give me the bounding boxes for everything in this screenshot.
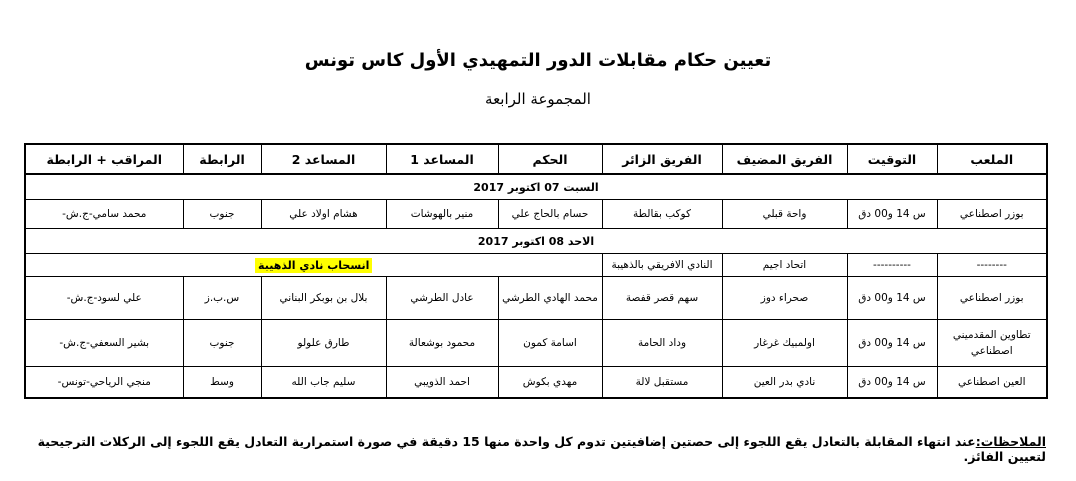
cell-assistant-2: طارق علولو: [261, 320, 386, 367]
withdrawal-cell: [25, 254, 602, 277]
cell-stadium: بوزر اصطناعي: [937, 200, 1047, 229]
header-league: الرابطة: [183, 144, 261, 174]
page-subtitle: المجموعة الرابعة: [485, 90, 591, 108]
table-row: [25, 277, 1047, 320]
referee-name: محمد الهادي الطرشي: [502, 292, 598, 304]
cell-assistant-1: منير بالهوشات: [386, 200, 498, 229]
cell-assistant-2: هشام اولاد علي: [261, 200, 386, 229]
header-home-team: الفريق المضيف: [722, 144, 847, 174]
header-away-team: الفريق الزائر: [602, 144, 722, 174]
cell-assistant-2: بلال بن بوبكر البناني: [261, 277, 386, 320]
cell-referee: اسامة كمون: [498, 320, 602, 367]
cell-home-team: واحة قبلي: [722, 200, 847, 229]
cell-stadium: العين اصطناعي: [937, 367, 1047, 399]
cell-assistant-1: عادل الطرشي: [386, 277, 498, 320]
cell-league: جنوب: [183, 320, 261, 367]
header-row: [25, 144, 1047, 174]
stadium-name: تطاوين المقدميني اصطناعي: [952, 329, 1031, 357]
date-cell: السبت 07 اكتوبر 2017: [25, 174, 1047, 200]
cell-time: س 14 و00 دق: [847, 367, 937, 399]
cell-assistant-1: محمود بوشعالة: [386, 320, 498, 367]
date-row: [25, 229, 1047, 254]
notes-label: الملاحظات:: [975, 434, 1046, 449]
cell-league: وسط: [183, 367, 261, 399]
schedule-table: [24, 143, 1048, 399]
cell-observer: منجي الرياحي-تونس-: [25, 367, 183, 399]
notes: [0, 434, 1046, 464]
cell-time: س 14 و00 دق: [847, 200, 937, 229]
header-stadium: الملعب: [937, 144, 1047, 174]
cell-away-team: سهم قصر قفصة: [602, 277, 722, 320]
header-assistant-2: المساعد 2: [261, 144, 386, 174]
cell-away-team: كوكب بقالطة: [602, 200, 722, 229]
cell-stadium: [937, 320, 1047, 367]
cell-league: جنوب: [183, 200, 261, 229]
date-cell: الاحد 08 اكتوبر 2017: [25, 229, 1047, 254]
page-title: تعيين حكام مقابلات الدور التمهيدي الأول كاس تونس: [304, 50, 772, 71]
notes-text: عند انتهاء المقابلة بالتعادل يقع اللجوء إلى حصتين إضافيتين تدوم كل واحدة منها 15 دقيقة في صورة استمرارية التعادل يقع اللجوء إلى الركلات الترجيحية لتعيين الفائز.: [37, 434, 1046, 464]
cell-referee: مهدي بكوش: [498, 367, 602, 399]
table-row: [25, 200, 1047, 229]
cell-observer: بشير السعفي-ج.ش-: [25, 320, 183, 367]
cell-stadium: بوزر اصطناعي: [937, 277, 1047, 320]
withdrawal-note: انسحاب نادي الذهيبة: [255, 258, 372, 273]
cell-time: س 14 و00 دق: [847, 320, 937, 367]
table-row: [25, 320, 1047, 367]
cell-stadium: --------: [937, 254, 1047, 277]
header-assistant-1: المساعد 1: [386, 144, 498, 174]
header-referee: الحكم: [498, 144, 602, 174]
cell-away-team: النادي الافريقي بالذهيبة: [602, 254, 722, 277]
cell-referee: حسام بالحاج علي: [498, 200, 602, 229]
cell-observer: محمد سامي-ج.ش-: [25, 200, 183, 229]
cell-assistant-2: سليم جاب الله: [261, 367, 386, 399]
cell-assistant-1: احمد الذويبي: [386, 367, 498, 399]
cell-home-team: اولمبيك غرغار: [722, 320, 847, 367]
date-row: [25, 174, 1047, 200]
cell-league: س.ب.ز: [183, 277, 261, 320]
cell-observer: علي لسود-ج.ش-: [25, 277, 183, 320]
header-time: التوقيت: [847, 144, 937, 174]
table-row: [25, 367, 1047, 399]
cell-referee: [498, 277, 602, 320]
cell-time: ----------: [847, 254, 937, 277]
table-row: [25, 254, 1047, 277]
cell-home-team: اتحاد اجيم: [722, 254, 847, 277]
cell-away-team: وداد الحامة: [602, 320, 722, 367]
cell-home-team: صحراء دوز: [722, 277, 847, 320]
cell-home-team: نادي بدر العين: [722, 367, 847, 399]
cell-time: س 14 و00 دق: [847, 277, 937, 320]
header-observer: المراقب + الرابطة: [25, 144, 183, 174]
cell-away-team: مستقبل لالة: [602, 367, 722, 399]
